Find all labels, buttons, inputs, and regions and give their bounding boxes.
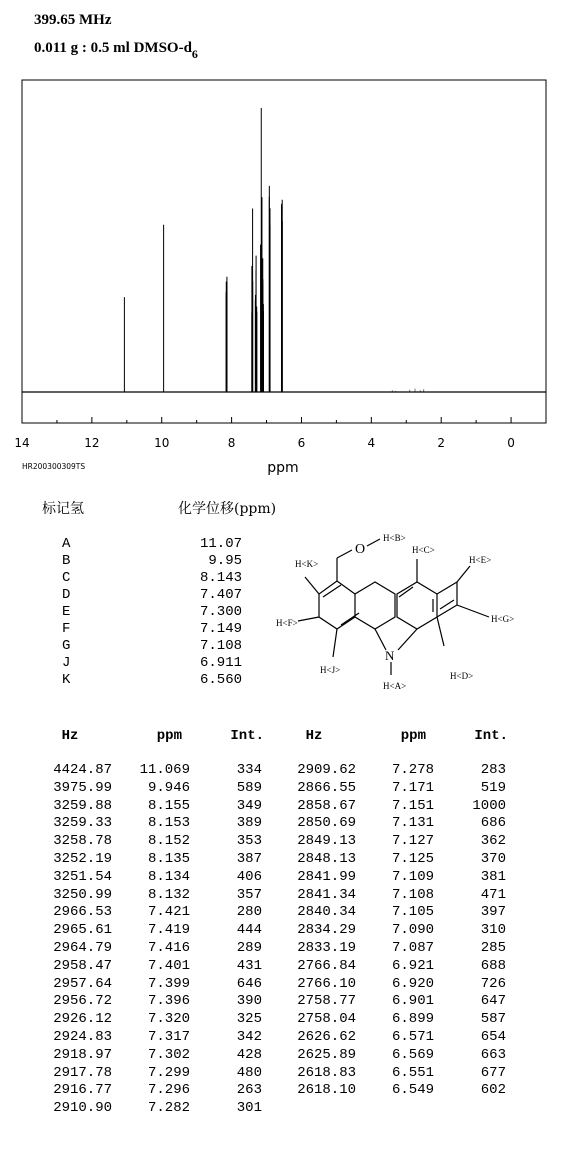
table-row (40, 887, 264, 905)
header-hz: Hz (61, 728, 79, 744)
cell-hz: 2966.53 (53, 904, 112, 921)
cell-ppm: 7.282 (147, 1100, 190, 1117)
table-row (284, 1011, 508, 1029)
plot-frame (22, 80, 546, 423)
assignment-label: B (62, 553, 71, 569)
cell-hz: 2910.90 (53, 1100, 112, 1117)
h-label-b: H<B> (383, 533, 406, 543)
cell-int: 647 (480, 993, 506, 1010)
table-row (284, 904, 508, 922)
table-row (284, 887, 508, 905)
cell-hz: 2840.34 (297, 904, 356, 921)
h-label-e: H<E> (469, 555, 492, 565)
h-label-a: H<A> (383, 681, 407, 691)
cell-ppm: 8.153 (147, 815, 190, 832)
assignment-row (62, 638, 242, 655)
header-ppm: ppm (156, 728, 182, 744)
table-row (284, 1082, 508, 1100)
cell-ppm: 6.920 (391, 975, 434, 992)
cell-int: 289 (236, 939, 262, 956)
header-int: Int. (230, 728, 264, 744)
table-row (284, 780, 508, 798)
cell-ppm: 7.302 (147, 1046, 190, 1063)
cell-ppm: 7.108 (391, 886, 434, 903)
table-row (284, 851, 508, 869)
cell-int: 353 (236, 833, 262, 850)
table-row (40, 1029, 264, 1047)
cell-hz: 2926.12 (53, 1011, 112, 1028)
cell-int: 726 (480, 975, 506, 992)
cell-ppm: 6.569 (391, 1046, 434, 1063)
assignment-shift: 7.407 (199, 587, 242, 603)
cell-ppm: 7.109 (391, 868, 434, 885)
table-row (40, 958, 264, 976)
structure-atoms (355, 542, 395, 663)
assignment-label: D (62, 587, 71, 603)
molecule-structure (270, 526, 515, 696)
cell-int: 406 (236, 868, 262, 885)
cell-ppm: 7.151 (391, 797, 434, 814)
table-row (40, 922, 264, 940)
cell-ppm: 7.125 (391, 850, 434, 867)
cell-hz: 3975.99 (53, 779, 112, 796)
cell-hz: 2618.10 (297, 1082, 356, 1099)
cell-int: 654 (480, 1028, 506, 1045)
assignment-row (62, 655, 242, 672)
table-row (284, 762, 508, 780)
cell-ppm: 7.401 (147, 957, 190, 974)
table-row (40, 762, 264, 780)
peak-table-left (40, 727, 264, 1118)
sample-description (34, 40, 198, 62)
cell-int: 1000 (472, 797, 506, 814)
cell-hz: 2958.47 (53, 957, 112, 974)
cell-hz: 2758.04 (297, 1011, 356, 1028)
cell-hz: 2957.64 (53, 975, 112, 992)
cell-hz: 3258.78 (53, 833, 112, 850)
table-row (40, 798, 264, 816)
cell-hz: 2841.99 (297, 868, 356, 885)
x-axis-ticks (14, 417, 546, 450)
cell-int: 646 (236, 975, 262, 992)
cell-hz: 2849.13 (297, 833, 356, 850)
sample-prefix: 0.011 g : 0.5 ml DMSO-d (34, 40, 192, 56)
cell-hz: 3259.33 (53, 815, 112, 832)
nmr-spectrum-chart (0, 70, 570, 480)
cell-hz: 2918.97 (53, 1046, 112, 1063)
table-row (284, 1029, 508, 1047)
cell-int: 663 (480, 1046, 506, 1063)
cell-hz: 2965.61 (53, 922, 112, 939)
cell-ppm: 8.152 (147, 833, 190, 850)
table-row (40, 780, 264, 798)
table-row (40, 1065, 264, 1083)
assignment-shift-header: 化学位移(ppm) (178, 501, 277, 517)
cell-int: 357 (236, 886, 262, 903)
cell-ppm: 8.134 (147, 868, 190, 885)
table-row (284, 815, 508, 833)
x-tick-label: 14 (14, 436, 30, 450)
assignment-label-header: 标记氢 (42, 501, 84, 517)
h-label-k: H<K> (295, 559, 319, 569)
cell-int: 686 (480, 815, 506, 832)
table-row (40, 976, 264, 994)
table-row (284, 958, 508, 976)
cell-ppm: 8.132 (147, 886, 190, 903)
sample-subscript: 6 (191, 47, 198, 61)
oxygen-atom: O (355, 542, 366, 557)
assignment-shift: 6.560 (199, 672, 242, 688)
cell-hz: 2924.83 (53, 1028, 112, 1045)
assignment-row (62, 621, 242, 638)
h-label-f: H<F> (276, 618, 298, 628)
header-int: Int. (474, 728, 508, 744)
assignment-row (62, 570, 242, 587)
peak-table-header (40, 727, 264, 745)
assignment-label: J (62, 655, 71, 671)
assignment-label: E (62, 604, 71, 620)
cell-ppm: 7.299 (147, 1064, 190, 1081)
assignment-shift: 11.07 (199, 536, 242, 552)
table-row (40, 940, 264, 958)
table-row (284, 993, 508, 1011)
cell-hz: 3252.19 (53, 850, 112, 867)
cell-hz: 3251.54 (53, 868, 112, 885)
header-hz: Hz (305, 728, 323, 744)
cell-ppm: 7.419 (147, 922, 190, 939)
table-row (284, 1065, 508, 1083)
cell-hz: 2858.67 (297, 797, 356, 814)
cell-int: 349 (236, 797, 262, 814)
cell-int: 301 (236, 1100, 262, 1117)
x-tick-label: 12 (84, 436, 100, 450)
cell-hz: 2626.62 (297, 1028, 356, 1045)
cell-ppm: 7.416 (147, 939, 190, 956)
cell-hz: 4424.87 (53, 762, 112, 778)
x-tick-label: 10 (154, 436, 170, 450)
cell-int: 310 (480, 922, 506, 939)
cell-hz: 2618.83 (297, 1064, 356, 1081)
cell-int: 471 (480, 886, 506, 903)
spectrometer-frequency: 399.65 MHz (34, 12, 112, 28)
assignment-row (62, 587, 242, 604)
cell-hz: 3259.88 (53, 797, 112, 814)
nitrogen-atom: N (385, 648, 395, 663)
cell-ppm: 7.421 (147, 904, 190, 921)
cell-ppm: 8.135 (147, 850, 190, 867)
assignment-shift: 8.143 (199, 570, 242, 586)
table-row (40, 1011, 264, 1029)
x-tick-label: 4 (367, 436, 376, 450)
cell-hz: 2834.29 (297, 922, 356, 939)
cell-ppm: 7.320 (147, 1011, 190, 1028)
cell-int: 602 (480, 1082, 506, 1099)
assignment-shift: 6.911 (199, 655, 242, 671)
x-axis-label: ppm (267, 460, 299, 476)
x-tick-label: 2 (437, 436, 446, 450)
assignment-shift: 9.95 (208, 553, 242, 569)
h-label-d: H<D> (450, 671, 474, 681)
cell-ppm: 6.921 (391, 957, 434, 974)
assignment-row (62, 536, 242, 553)
assignment-label: K (62, 672, 71, 688)
cell-hz: 2766.84 (297, 957, 356, 974)
cell-ppm: 6.901 (391, 993, 434, 1010)
peak-layer (124, 108, 282, 392)
x-tick-label: 0 (507, 436, 515, 450)
assignment-shift: 7.108 (199, 638, 242, 654)
cell-hz: 2850.69 (297, 815, 356, 832)
x-tick-label: 6 (297, 436, 306, 450)
h-label-g: H<G> (491, 614, 515, 624)
h-label-j: H<J> (320, 665, 341, 675)
cell-int: 587 (480, 1011, 506, 1028)
cell-int: 370 (480, 850, 506, 867)
assignment-shift: 7.300 (199, 604, 242, 620)
assignment-table (62, 536, 242, 689)
table-row (284, 976, 508, 994)
table-row (40, 1082, 264, 1100)
cell-int: 381 (480, 868, 506, 885)
cell-ppm: 7.171 (391, 779, 434, 796)
cell-hz: 2848.13 (297, 850, 356, 867)
cell-ppm: 9.946 (147, 779, 190, 796)
table-row (40, 904, 264, 922)
cell-hz: 2917.78 (53, 1064, 112, 1081)
cell-int: 397 (480, 904, 506, 921)
cell-hz: 2841.34 (297, 886, 356, 903)
cell-int: 390 (236, 993, 262, 1010)
cell-hz: 2909.62 (297, 762, 356, 778)
assignment-row (62, 672, 242, 689)
cell-hz: 2956.72 (53, 993, 112, 1010)
cell-ppm: 6.899 (391, 1011, 434, 1028)
peak-rows-left (40, 762, 264, 1118)
cell-hz: 2916.77 (53, 1082, 112, 1099)
cell-ppm: 7.317 (147, 1028, 190, 1045)
cell-int: 431 (236, 957, 262, 974)
table-row (284, 1047, 508, 1065)
cell-int: 283 (480, 762, 506, 778)
cell-hz: 3250.99 (53, 886, 112, 903)
x-tick-label: 8 (227, 436, 236, 450)
assignment-row (62, 604, 242, 621)
cell-int: 362 (480, 833, 506, 850)
table-row (40, 1100, 264, 1118)
cell-ppm: 6.571 (391, 1028, 434, 1045)
table-row (284, 833, 508, 851)
cell-ppm: 7.278 (391, 762, 434, 778)
cell-ppm: 7.399 (147, 975, 190, 992)
cell-ppm: 7.131 (391, 815, 434, 832)
cell-hz: 2625.89 (297, 1046, 356, 1063)
cell-hz: 2964.79 (53, 939, 112, 956)
cell-int: 325 (236, 1011, 262, 1028)
cell-hz: 2833.19 (297, 939, 356, 956)
cell-ppm: 7.090 (391, 922, 434, 939)
cell-ppm: 7.127 (391, 833, 434, 850)
cell-int: 444 (236, 922, 262, 939)
cell-ppm: 7.105 (391, 904, 434, 921)
cell-int: 387 (236, 850, 262, 867)
assignment-label: C (62, 570, 71, 586)
cell-int: 519 (480, 779, 506, 796)
cell-ppm: 8.155 (147, 797, 190, 814)
table-row (40, 993, 264, 1011)
cell-int: 677 (480, 1064, 506, 1081)
table-row (40, 851, 264, 869)
cell-ppm: 6.551 (391, 1064, 434, 1081)
cell-int: 589 (236, 779, 262, 796)
cell-int: 285 (480, 939, 506, 956)
table-row (284, 798, 508, 816)
cell-int: 334 (236, 762, 262, 778)
h-label-c: H<C> (412, 545, 435, 555)
cell-ppm: 7.396 (147, 993, 190, 1010)
peak-rows-right (284, 762, 508, 1100)
table-row (40, 869, 264, 887)
table-row (40, 1047, 264, 1065)
spectrum-code: HR200300309TS (22, 462, 86, 471)
cell-ppm: 6.549 (391, 1082, 434, 1099)
assignment-label: G (62, 638, 71, 654)
cell-ppm: 7.087 (391, 939, 434, 956)
cell-ppm: 11.069 (139, 762, 190, 778)
cell-int: 389 (236, 815, 262, 832)
table-row (284, 869, 508, 887)
assignment-label: A (62, 536, 71, 552)
table-row (284, 922, 508, 940)
table-row (40, 833, 264, 851)
header-ppm: ppm (400, 728, 426, 744)
table-row (284, 940, 508, 958)
assignment-shift: 7.149 (199, 621, 242, 637)
cell-ppm: 7.296 (147, 1082, 190, 1099)
assignment-row (62, 553, 242, 570)
cell-int: 263 (236, 1082, 262, 1099)
table-row (40, 815, 264, 833)
peak-table-header (284, 727, 508, 745)
cell-int: 688 (480, 957, 506, 974)
peak-table-right (284, 727, 508, 1100)
cell-int: 342 (236, 1028, 262, 1045)
cell-int: 280 (236, 904, 262, 921)
cell-int: 480 (236, 1064, 262, 1081)
cell-hz: 2866.55 (297, 779, 356, 796)
cell-hz: 2766.10 (297, 975, 356, 992)
assignment-label: F (62, 621, 71, 637)
cell-hz: 2758.77 (297, 993, 356, 1010)
cell-int: 428 (236, 1046, 262, 1063)
